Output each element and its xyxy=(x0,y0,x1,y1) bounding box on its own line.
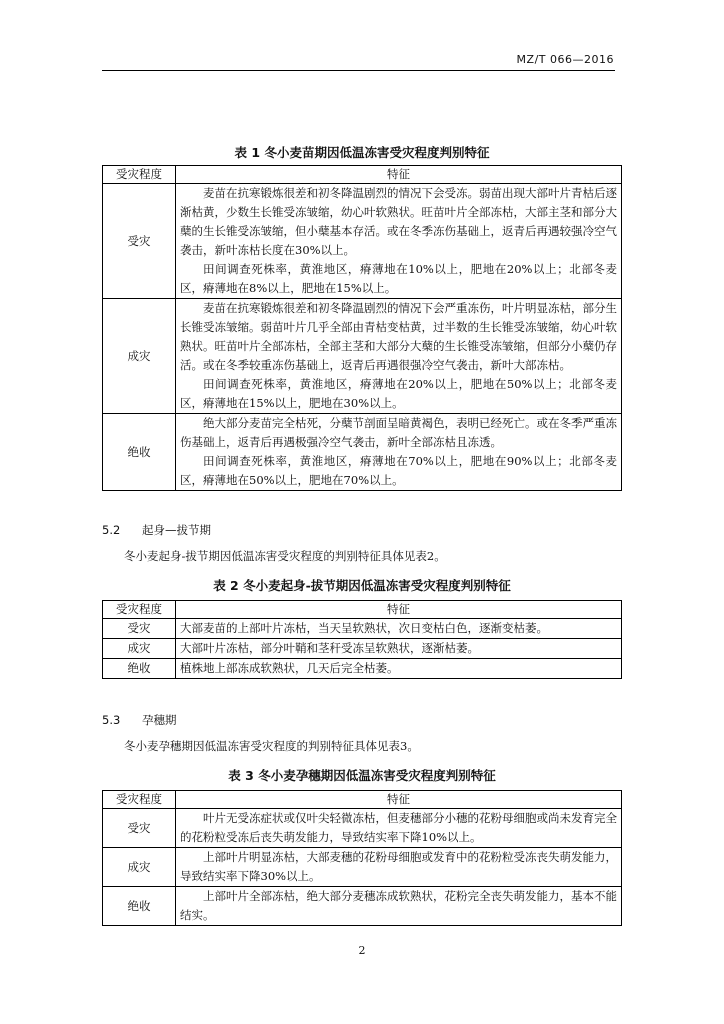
document-code: MZ/T 066—2016 xyxy=(516,53,614,66)
table-row xyxy=(103,887,622,926)
table-1-title: 表 1 冬小麦苗期因低温冻害受灾程度判别特征 xyxy=(234,145,490,160)
table-3 xyxy=(102,790,622,926)
table-row xyxy=(103,659,622,679)
degree-cell: 绝收 xyxy=(103,414,176,491)
feature-cell xyxy=(176,809,622,848)
degree-cell: 成灾 xyxy=(103,299,176,414)
column-header-degree: 受灾程度 xyxy=(103,601,176,619)
degree-cell: 受灾 xyxy=(103,184,176,299)
feature-paragraph: 麦苗在抗寒锻炼很差和初冬降温剧烈的情况下会严重冻伤，叶片明显冻枯，部分生长锥受冻皱缩。弱苗叶片几乎全部由青枯变枯黄，过半数的生长锥受冻皱缩，幼心叶软熟状。旺苗叶片全部冻枯，全部主茎和大部分大蘖的生长锥受冻皱缩，但部分小蘖仍存活。或在冬季较重冻伤基础上，返青后再遇很强冷空气袭击，新叶大部冻枯。 xyxy=(180,301,617,372)
table-row xyxy=(103,639,622,659)
column-header-feature: 特征 xyxy=(176,791,622,809)
table-2-title: 表 2 冬小麦起身-拔节期因低温冻害受灾程度判别特征 xyxy=(213,578,511,593)
degree-cell: 受灾 xyxy=(103,619,176,639)
table-row xyxy=(103,809,622,848)
feature-paragraph: 田间调查死株率，黄淮地区，瘠薄地在20%以上，肥地在50%以上；北部冬麦区，瘠薄地在15%以上，肥地在30%以上。 xyxy=(180,377,617,410)
section-5-3-heading xyxy=(102,712,177,728)
page-number: 2 xyxy=(358,944,366,957)
section-title: 起身—拔节期 xyxy=(142,523,211,537)
section-5-3-intro: 冬小麦孕穗期因低温冻害受灾程度的判别特征具体见表3。 xyxy=(124,739,419,753)
feature-paragraph: 田间调查死株率，黄淮地区，瘠薄地在10%以上，肥地在20%以上；北部冬麦区，瘠薄地在8%以上，肥地在15%以上。 xyxy=(180,262,617,295)
feature-paragraph: 叶片无受冻症状或仅叶尖轻微冻枯，但麦穗部分小穗的花粉母细胞或尚未发育完全的花粉粒受冻后丧失萌发能力，导致结实率下降10%以上。 xyxy=(180,811,617,844)
column-header-feature: 特征 xyxy=(176,166,622,184)
degree-cell: 绝收 xyxy=(103,887,176,926)
feature-cell: 大部麦苗的上部叶片冻枯，当天呈软熟状，次日变枯白色，逐渐变枯萎。 xyxy=(176,619,622,639)
feature-paragraph: 麦苗在抗寒锻炼很差和初冬降温剧烈的情况下会受冻。弱苗出现大部叶片青枯后逐渐枯黄，少数生长锥受冻皱缩，幼心叶软熟状。旺苗叶片全部冻枯，大部主茎和部分大蘖的生长锥受冻皱缩，但小蘖基本存活。或在冬季冻伤基础上，返青后再遇较强冷空气袭击，新叶冻枯长度在30%以上。 xyxy=(180,186,617,257)
table-row xyxy=(103,619,622,639)
table-row xyxy=(103,299,622,414)
column-header-feature: 特征 xyxy=(176,601,622,619)
section-number: 5.3 xyxy=(102,713,121,727)
feature-cell: 植株地上部冻成软熟状，几天后完全枯萎。 xyxy=(176,659,622,679)
degree-cell: 成灾 xyxy=(103,639,176,659)
table-header-row xyxy=(103,791,622,809)
table-row xyxy=(103,414,622,491)
table-header-row xyxy=(103,166,622,184)
feature-cell xyxy=(176,848,622,887)
table-1 xyxy=(102,165,622,491)
degree-cell: 受灾 xyxy=(103,809,176,848)
table-row xyxy=(103,848,622,887)
section-5-2-intro: 冬小麦起身-拔节期因低温冻害受灾程度的判别特征具体见表2。 xyxy=(124,549,446,563)
degree-cell: 绝收 xyxy=(103,659,176,679)
feature-cell: 大部叶片冻枯，部分叶鞘和茎秆受冻呈软熟状，逐渐枯萎。 xyxy=(176,639,622,659)
section-number: 5.2 xyxy=(102,523,121,537)
table-header-row xyxy=(103,601,622,619)
column-header-degree: 受灾程度 xyxy=(103,791,176,809)
section-5-2-heading xyxy=(102,522,211,538)
degree-cell: 成灾 xyxy=(103,848,176,887)
feature-paragraph: 田间调查死株率，黄淮地区，瘠薄地在70%以上，肥地在90%以上；北部冬麦区，瘠薄地在50%以上，肥地在70%以上。 xyxy=(180,454,617,487)
feature-cell xyxy=(176,184,622,299)
feature-cell xyxy=(176,299,622,414)
column-header-degree: 受灾程度 xyxy=(103,166,176,184)
table-row xyxy=(103,184,622,299)
feature-paragraph: 上部叶片全部冻枯，绝大部分麦穗冻成软熟状，花粉完全丧失萌发能力，基本不能结实。 xyxy=(180,889,617,922)
section-title: 孕穗期 xyxy=(142,713,177,727)
feature-cell xyxy=(176,414,622,491)
feature-paragraph: 上部叶片明显冻枯，大部麦穗的花粉母细胞或发育中的花粉粒受冻丧失萌发能力，导致结实率下降30%以上。 xyxy=(180,850,617,883)
table-3-title: 表 3 冬小麦孕穗期因低温冻害受灾程度判别特征 xyxy=(228,768,496,783)
feature-paragraph: 绝大部分麦苗完全枯死，分蘖节剖面呈暗黄褐色，表明已经死亡。或在冬季严重冻伤基础上，返青后再遇极强冷空气袭击，新叶全部冻枯且冻透。 xyxy=(180,416,617,449)
header-rule xyxy=(102,70,615,71)
table-2 xyxy=(102,600,622,679)
feature-cell xyxy=(176,887,622,926)
